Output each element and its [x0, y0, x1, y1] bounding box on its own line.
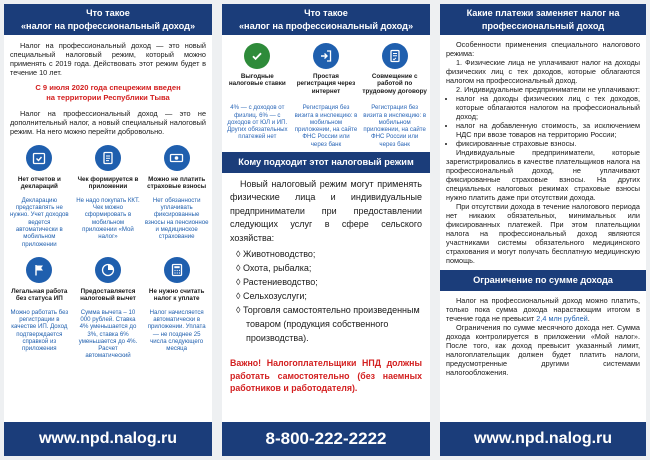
- percent-icon: [75, 254, 142, 283]
- feature5-title: Предоставляется налоговый вычет: [80, 287, 136, 303]
- feature1-title: Нет отчетов и деклараций: [17, 176, 61, 191]
- list-item: ◊ Растениеводство;: [236, 277, 318, 287]
- calendar-check-icon: [6, 142, 73, 171]
- who-intro: Новый налоговый режим могут применять физические лица и индивидуальные предприниматели при предоставлении следующих услуг в сфере сельского хозяйства:: [230, 178, 422, 243]
- activity-list: [222, 247, 430, 345]
- who-fits-header: Кому подходит этот налоговый режим: [222, 152, 430, 173]
- panel-benefits: [222, 4, 430, 456]
- diamond-bullet-icon: ◊: [236, 291, 243, 301]
- panel1-title-line1: Что такое: [86, 8, 130, 18]
- not-paid-list: [440, 94, 646, 148]
- panel1-para2: Налог на профессиональный доход — это не дополнительный налог, а новый специальный налоговый режим. На него можно перейти добровольно.: [10, 109, 206, 136]
- features-row2: [4, 254, 212, 360]
- panel1-intro: Налог на профессиональный доход — это новый специальный налоговый режим, который можно применять с 2019 года. Действовать этот режим будет в течение 10 лет.: [10, 41, 206, 77]
- money-icon: [143, 142, 210, 171]
- diamond-bullet-icon: ◊: [236, 305, 243, 315]
- panel1-title-line2: «налог на профессиональный доход»: [20, 20, 196, 31]
- p3-para4: Индивидуальные предприниматели, которые зарегистрировались в качестве плательщиков налога на профессиональный доход, не уплачивают фиксированные страховые взносы. На других специальных налоговых режимах страховые взносы нужно платить даже при отсутствии дохода.: [446, 148, 640, 202]
- list-item: ◊ Сельхозуслуги;: [236, 291, 307, 301]
- benefit1-title: Выгодные налоговые ставки: [228, 73, 286, 88]
- benefit2-desc: Регистрация без визита в инспекцию: в мобильном приложении, на сайте ФНС России или через банк: [294, 104, 358, 148]
- list-item: ◊ Торговля самостоятельно произведенным товаром (продукция собственного производства).: [236, 305, 420, 343]
- list-item: ◊ Животноводство;: [236, 249, 316, 259]
- benefit1-desc: 4% — с доходов от физлиц. 6% — с доходов от ЮЛ и ИП. Других обязательных платежей нет: [227, 104, 288, 141]
- panel-what-is-npd: [4, 4, 212, 456]
- panel3-title-line2: профессиональный доход: [481, 20, 605, 31]
- p3-para2: 1. Физические лица не уплачивают налог на доходы физических лиц с тех доходов, которые облагаются налогом на профессиональный доход.: [446, 58, 640, 85]
- feature5-desc: Сумма вычета – 10 000 рублей. Ставка 4% уменьшается до 3%, ставка 6% уменьшается до 4%. Расчет автоматический: [78, 308, 138, 360]
- benefit3-desc: Регистрация без визита в инспекцию: в мобильном приложении, на сайте ФНС России или через банк: [363, 104, 427, 148]
- flag-icon: [6, 254, 73, 283]
- regional-notice: [4, 83, 212, 103]
- panel2-footer-phone[interactable]: 8-800-222-2222: [222, 422, 430, 456]
- p3-para3: 2. Индивидуальные предприниматели не уплачивают:: [456, 85, 640, 94]
- panel2-title-line2: «налог на профессиональный доход»: [238, 20, 414, 31]
- calculator-icon: [143, 254, 210, 283]
- p3-para7: Ограничения по сумме месячного дохода нет. Сумма дохода контролируется в приложении «Мой налог». После того, как доход превысит указанный лимит, налогоплательщик должен будет платить налоги, предусмотренные другими системами налогообложения.: [446, 322, 640, 377]
- list-item: ◊ Охота, рыбалка;: [236, 263, 312, 273]
- feature4-title: Легальная работа без статуса ИП: [11, 287, 68, 303]
- benefits-grid: [222, 40, 430, 148]
- red-line1: С 9 июля 2020 года спецрежим введен: [35, 83, 181, 92]
- important-note: Важно! Налогоплательщики НПД должны работать самостоятельно (без наемных работников и работодателя).: [230, 358, 422, 393]
- feature2-title: Чек формируется в приложении: [77, 176, 139, 191]
- income-limit-header: Ограничение по сумме дохода: [440, 270, 646, 291]
- list-item: • налог на доходы физических лиц с тех доходов, которые облагаются налогом на профессиональный доход;: [456, 94, 640, 121]
- feature6-desc: Налог начисляется автоматически в приложении. Уплата — не позднее 25 числа следующего месяца: [147, 308, 206, 353]
- panel2-title-line1: Что такое: [304, 8, 348, 18]
- p3-para1: Особенности применения специального налогового режима:: [446, 40, 640, 58]
- diamond-bullet-icon: ◊: [236, 277, 243, 287]
- panel3-footer-website[interactable]: www.npd.nalog.ru: [440, 422, 646, 456]
- features-row1: [4, 142, 212, 248]
- p3-para5: При отсутствии дохода в течение налогового периода нет никаких обязательных, минимальных или фиксированных платежей. При этом плательщики налога на профессиональный доход являются участниками системы обязательного медицинского страхования и могут получать бесплатную медицинскую помощь.: [446, 202, 640, 265]
- feature3-desc: Нет обязанности уплачивать фиксированные взносы на пенсионное и медицинское страхование: [144, 196, 209, 241]
- diamond-bullet-icon: ◊: [236, 249, 243, 259]
- feature4-desc: Можно работать без регистрации в качестве ИП. Доход подтверждается справкой из приложения: [10, 308, 69, 353]
- feature6-title: Не нужно считать налог к уплате: [148, 287, 205, 303]
- red-line2: на территории Республики Тыва: [46, 93, 170, 102]
- list-item: • фиксированные страховые взносы.: [456, 139, 640, 148]
- panel-replaced-payments: [440, 4, 646, 456]
- contract-icon: [361, 40, 428, 69]
- feature3-title: Можно не платить страховые взносы: [147, 176, 207, 191]
- document-icon: [75, 142, 142, 171]
- benefit2-title: Простая регистрация через интернет: [296, 73, 356, 95]
- p3-para6: Налог на профессиональный доход можно платить, только пока сумма дохода нарастающим итогом в течение года не превысит 2,4 млн рублей.: [446, 295, 640, 323]
- benefit3-title: Совмещение с работой по трудовому договору: [362, 73, 427, 95]
- panel3-title-line1: Какие платежи заменяет налог на: [466, 8, 620, 18]
- panel1-footer-website[interactable]: www.npd.nalog.ru: [4, 422, 212, 456]
- login-icon: [293, 40, 360, 69]
- panel2-header: [222, 4, 430, 35]
- feature1-desc: Декларацию представлять не нужно. Учет доходов ведется автоматически в мобильном приложении: [9, 196, 69, 248]
- panel1-header: [4, 4, 212, 35]
- income-limit-amount: 2,4 млн рублей: [536, 313, 588, 323]
- panel3-header: [440, 4, 646, 35]
- diamond-bullet-icon: ◊: [236, 263, 243, 273]
- checkmark-icon: [224, 40, 291, 69]
- list-item: • налог на добавленную стоимость, за исключением НДС при ввозе товаров на территорию России;: [456, 121, 640, 139]
- feature2-desc: Не надо покупать ККТ. Чек можно сформировать в мобильном приложении «Мой налог»: [76, 196, 140, 241]
